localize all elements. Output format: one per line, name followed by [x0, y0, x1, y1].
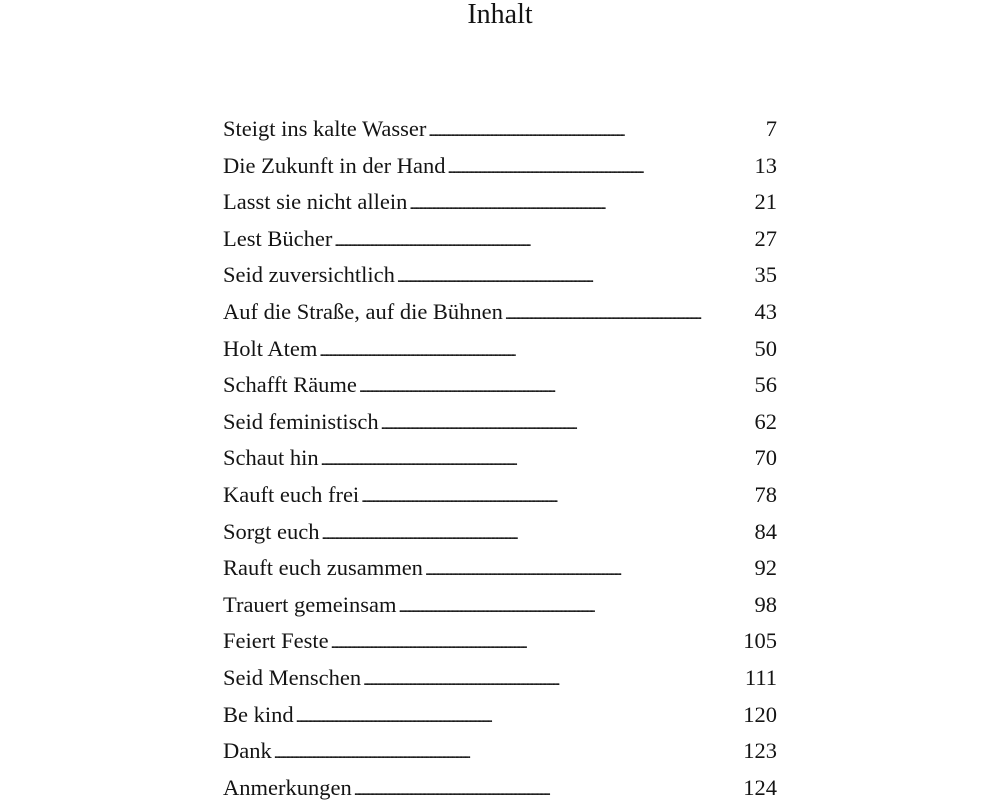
toc-entry-title: Steigt ins kalte Wasser	[223, 116, 427, 141]
toc-entry[interactable]	[223, 331, 777, 368]
dot-leader	[223, 221, 725, 261]
toc-page-number: 98	[754, 591, 777, 617]
toc-entry-title: Holt Atem	[223, 335, 318, 361]
toc-page-number: 13	[754, 152, 777, 178]
toc-entry-title: Schafft Räume	[223, 372, 357, 398]
toc-page-number: 56	[754, 372, 777, 398]
dot-leader	[223, 587, 725, 627]
toc-page-number: 84	[754, 518, 777, 544]
toc-page-number: 124	[743, 774, 777, 800]
toc-entry-title: Feiert Feste	[223, 628, 329, 654]
toc-entry-title: Sorgt euch	[223, 518, 320, 544]
dot-leader	[223, 367, 725, 407]
toc-entry-title: Seid feministisch	[223, 408, 379, 434]
toc-entry[interactable]	[223, 587, 777, 624]
dot-leader	[223, 623, 725, 663]
dot-leader	[223, 660, 725, 700]
toc-entry[interactable]	[223, 514, 777, 551]
dot-leader	[223, 440, 725, 480]
toc-entry[interactable]	[223, 697, 777, 734]
toc-entry[interactable]	[223, 660, 777, 697]
toc-page-number: 111	[744, 664, 777, 690]
toc-entry-title: Kauft euch frei	[223, 481, 360, 507]
toc-entry-title: Rauft euch zusammen	[223, 555, 423, 581]
toc-entry[interactable]	[223, 770, 777, 807]
toc-entry-title: Be kind	[223, 701, 294, 727]
toc-page-number: 70	[754, 445, 777, 471]
toc-entry[interactable]	[223, 367, 777, 404]
toc-page-number: 43	[754, 298, 777, 324]
toc-entry-title: Lest Bücher	[223, 225, 333, 251]
dot-leader	[223, 733, 725, 773]
dot-leader	[223, 514, 725, 554]
toc-entry-title: Anmerkungen	[223, 774, 352, 800]
toc-entry[interactable]	[223, 148, 777, 185]
toc-page-number: 105	[743, 628, 777, 654]
toc-page-number: 78	[754, 481, 777, 507]
table-of-contents	[223, 111, 777, 806]
toc-entry-title: Lasst sie nicht allein	[223, 189, 408, 215]
toc-entry[interactable]	[223, 111, 777, 148]
dot-leader	[223, 148, 725, 188]
toc-entry-title: Auf die Straße, auf die Bühnen	[223, 298, 503, 324]
dot-leader	[223, 184, 725, 224]
toc-entry-title: Dank	[223, 738, 272, 764]
toc-entry[interactable]	[223, 184, 777, 221]
toc-entry[interactable]	[223, 257, 777, 294]
toc-page-number: 120	[743, 701, 777, 727]
toc-page-number: 27	[754, 225, 777, 251]
toc-entry-title: Die Zukunft in der Hand	[223, 152, 446, 178]
toc-entry[interactable]	[223, 733, 777, 770]
dot-leader	[223, 257, 725, 297]
toc-entry-title: Seid Menschen	[223, 664, 362, 690]
toc-entry[interactable]	[223, 294, 777, 331]
dot-leader	[223, 550, 725, 590]
toc-page-number: 35	[754, 262, 777, 288]
dot-leader	[223, 294, 725, 334]
toc-entry-title: Seid zuversichtlich	[223, 262, 395, 288]
toc-entry[interactable]	[223, 477, 777, 514]
dot-leader	[223, 477, 725, 517]
toc-entry[interactable]	[223, 221, 777, 258]
page-title: Inhalt	[467, 0, 533, 30]
toc-page-number: 62	[754, 408, 777, 434]
toc-page-number: 123	[743, 738, 777, 764]
toc-entry[interactable]	[223, 623, 777, 660]
toc-entry-title: Schaut hin	[223, 445, 319, 471]
dot-leader	[223, 770, 725, 809]
toc-page-number: 92	[754, 555, 777, 581]
toc-entry[interactable]	[223, 550, 777, 587]
dot-leader	[223, 404, 725, 444]
toc-entry[interactable]	[223, 404, 777, 441]
toc-page-number: 21	[754, 189, 777, 215]
toc-entry-title: Trauert gemeinsam	[223, 591, 397, 617]
dot-leader	[223, 697, 725, 737]
dot-leader	[223, 331, 725, 371]
toc-page-number: 50	[754, 335, 777, 361]
dot-leader	[223, 111, 725, 151]
toc-entry[interactable]	[223, 440, 777, 477]
toc-page-number: 7	[765, 116, 777, 141]
